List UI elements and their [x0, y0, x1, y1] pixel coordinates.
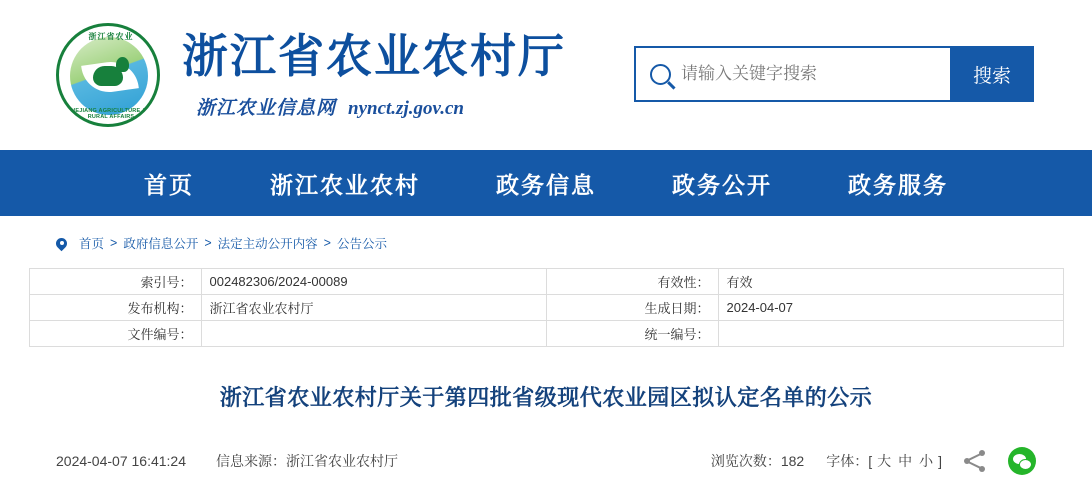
- search-button[interactable]: 搜索: [950, 46, 1034, 102]
- search-input[interactable]: [681, 64, 950, 84]
- document-metadata-table: [29, 268, 1064, 347]
- validity-value: 有效: [718, 269, 1063, 295]
- unified-number-label: 统一编号：: [546, 321, 718, 347]
- fontsize-label: 字体：[: [826, 453, 873, 469]
- nav-item-zhejiang-agriculture[interactable]: 浙江农业农村: [270, 172, 420, 199]
- breadcrumb-item-announcements[interactable]: 公告公示: [336, 237, 387, 251]
- breadcrumb: [0, 216, 1092, 262]
- share-icon[interactable]: [964, 450, 986, 472]
- search-box: [634, 46, 1034, 102]
- issuing-agency-value: 浙江省农业农村厅: [201, 295, 546, 321]
- nav-item-government-disclosure[interactable]: 政务公开: [672, 172, 772, 199]
- search-icon: [650, 64, 671, 85]
- article-meta-right: [711, 447, 1036, 475]
- search-field[interactable]: [634, 46, 950, 102]
- logo-emblem: [56, 23, 160, 127]
- generation-date-label: 生成日期：: [546, 295, 718, 321]
- document-number-label: 文件编号：: [29, 321, 201, 347]
- logo-bird-icon: [93, 66, 123, 86]
- logo-top-text: 浙江省农业: [88, 32, 134, 41]
- wechat-icon[interactable]: [1008, 447, 1036, 475]
- unified-number-value: [718, 321, 1063, 347]
- location-pin-icon: [56, 238, 67, 249]
- table-row: [29, 321, 1063, 347]
- article-meta-bar: [0, 438, 1092, 484]
- nav-item-government-info[interactable]: 政务信息: [496, 172, 596, 199]
- publish-datetime: 2024-04-07 16:41:24: [56, 453, 186, 469]
- fontsize-control: [826, 451, 942, 471]
- index-number-value: 002482306/2024-00089: [201, 269, 546, 295]
- view-count: 浏览次数：182: [710, 453, 805, 469]
- validity-label: 有效性：: [546, 269, 718, 295]
- fontsize-small-button[interactable]: 小: [919, 453, 934, 469]
- generation-date-value: 2024-04-07: [718, 295, 1063, 321]
- site-domain: nynct.zj.gov.cn: [348, 97, 464, 119]
- page-title: 浙江省农业农村厅关于第四批省级现代农业园区拟认定名单的公示: [219, 386, 873, 411]
- table-row: [29, 295, 1063, 321]
- main-nav: [0, 150, 1092, 216]
- fontsize-label-close: ]: [938, 453, 942, 469]
- breadcrumb-item-legal-content[interactable]: 法定主动公开内容: [217, 237, 318, 251]
- breadcrumb-separator: >: [110, 236, 118, 250]
- breadcrumb-item-home[interactable]: 首页: [79, 237, 105, 251]
- nav-item-government-service[interactable]: 政务服务: [848, 172, 948, 199]
- breadcrumb-separator: >: [323, 236, 331, 250]
- breadcrumb-separator: >: [204, 236, 212, 250]
- site-subtitle-row: [196, 93, 566, 120]
- breadcrumb-item-gov-info[interactable]: 政府信息公开: [123, 237, 199, 251]
- site-title-block: [182, 30, 566, 120]
- document-number-value: [201, 321, 546, 347]
- article-source: 信息来源：浙江省农业农村厅: [216, 453, 398, 469]
- fontsize-medium-button[interactable]: 中: [898, 453, 913, 469]
- table-row: [29, 269, 1063, 295]
- issuing-agency-label: 发布机构：: [29, 295, 201, 321]
- site-subtitle-cn: 浙江农业信息网: [196, 96, 337, 119]
- fontsize-large-button[interactable]: 大: [877, 453, 892, 469]
- logo-bottom-text: ZHEJIANG AGRICULTURE AND RURAL AFFAIRS: [67, 108, 155, 120]
- site-logo[interactable]: [56, 23, 160, 127]
- site-header: [0, 0, 1092, 150]
- nav-item-home[interactable]: 首页: [144, 172, 194, 199]
- site-title: 浙江省农业农村厅: [182, 29, 566, 84]
- article-meta-left: [56, 451, 398, 471]
- index-number-label: 索引号：: [29, 269, 201, 295]
